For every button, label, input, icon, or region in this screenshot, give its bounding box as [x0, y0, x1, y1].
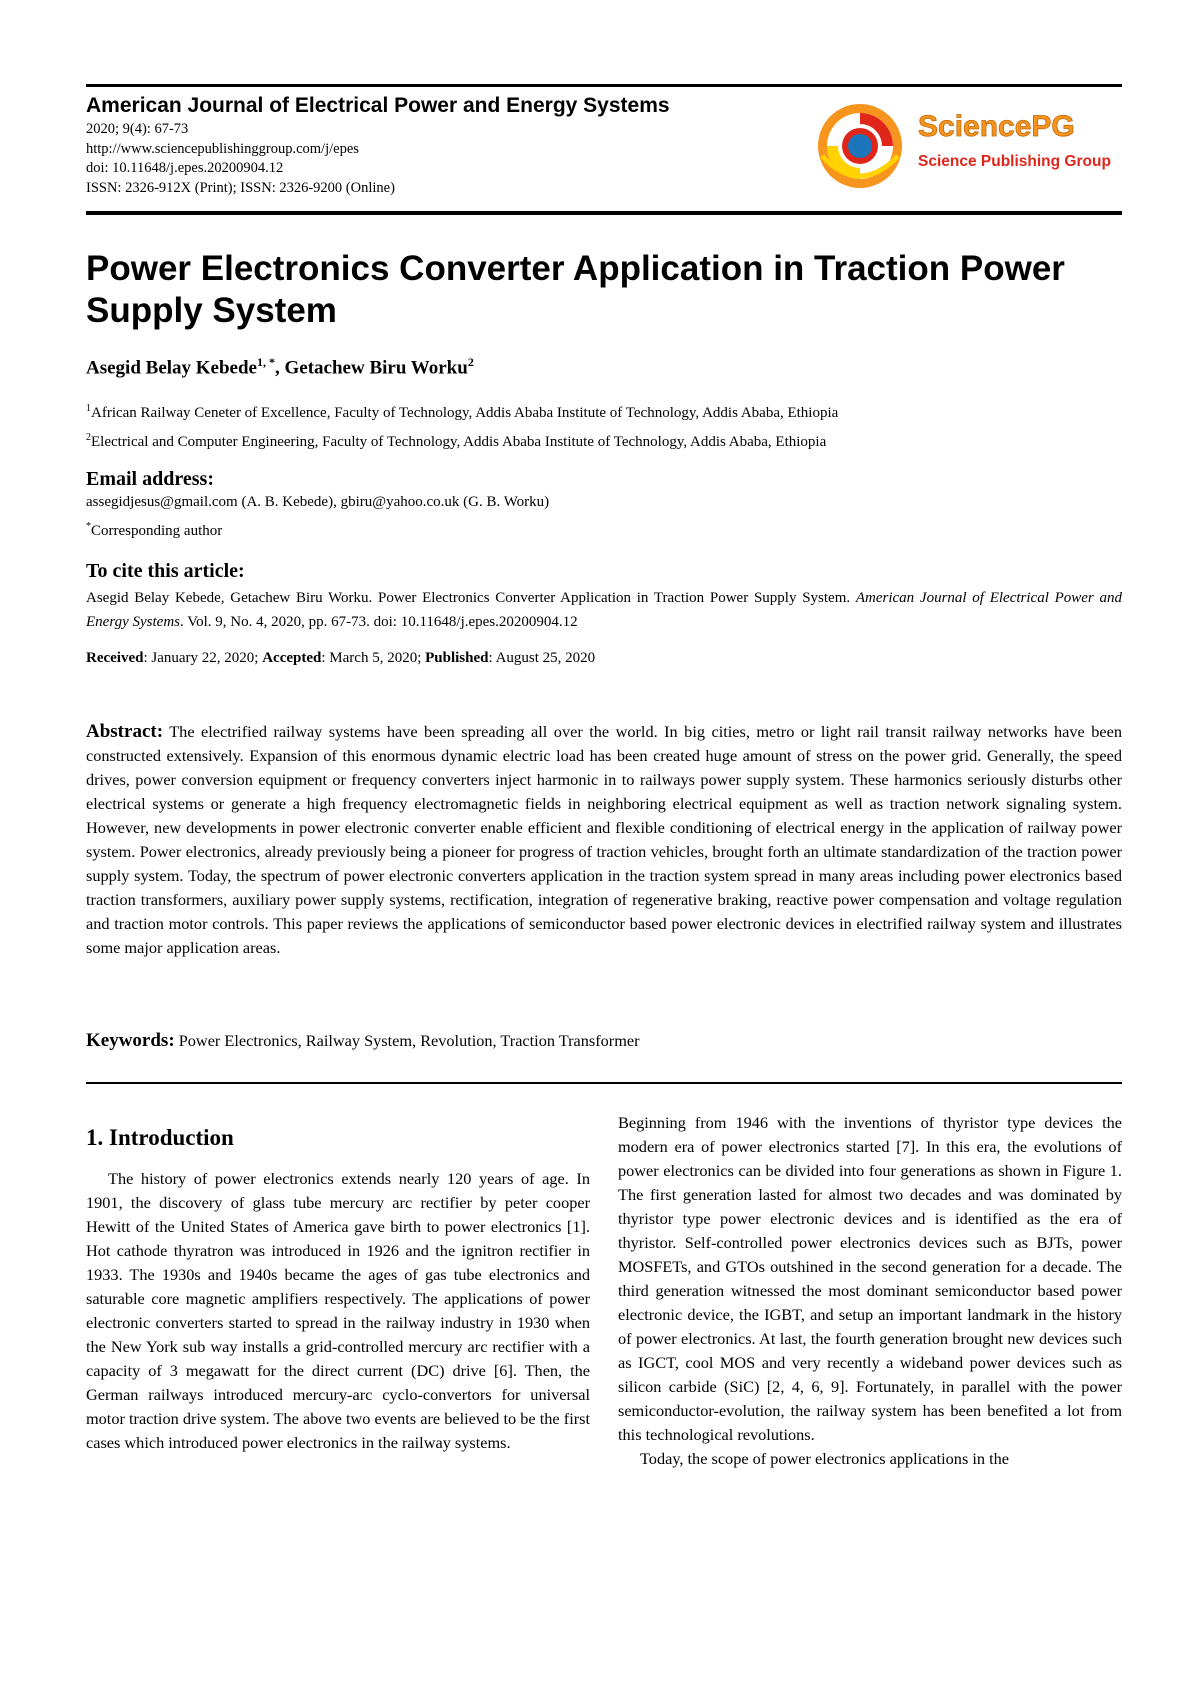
citation-text: Asegid Belay Kebede, Getachew Biru Worku. Power Electronics Converter Application in Traction Power Supply System. [86, 590, 856, 606]
body-paragraph: Today, the scope of power electronics applications in the [640, 1449, 1009, 1468]
corresponding-text: Corresponding author [91, 523, 223, 539]
author-separator: , [275, 357, 285, 379]
published-date: : August 25, 2020 [488, 650, 596, 666]
received-date: : January 22, 2020; [143, 650, 263, 666]
journal-url[interactable]: http://www.sciencepublishinggroup.com/j/epes [86, 140, 359, 157]
journal-doi: doi: 10.11648/j.epes.20200904.12 [86, 160, 284, 176]
email-heading: Email address: [86, 468, 214, 490]
header-top-rule [86, 84, 1122, 87]
body-paragraph: Beginning from 1946 with the inventions of thyristor type devices the modern era of power electronics started [7]. In this era, the evolutions of power electronics can be divided into four generations as shown in Figure 1. The first generation lasted for almost two decades and was dominated by thyristor type power electronic devices and is identified as the era of thyristor. Self-controlled power electronics devices such as BJTs, power MOSFETs, and GTOs outshined in the second generation for a decade. The third generation witnessed the most dominant semiconductor based power electronic device, the IGBT, and setup an important landmark in the history of power electronics. At last, the fourth generation brought new devices such as IGCT, cool MOS and very recently a wideband power devices such as silicon carbide (SiC) [2, 4, 6, 9]. Fortunately, in parallel with the power semiconductor-evolution, the railway system has been benefited a lot from this technological revolutions. [618, 1113, 1122, 1444]
publication-dates [86, 650, 595, 667]
right-column [618, 1111, 1122, 1471]
affiliation-number: 1 [86, 403, 91, 414]
cite-heading: To cite this article: [86, 560, 245, 582]
affiliation-1 [86, 403, 838, 422]
article-title: Power Electronics Converter Application in Traction Power Supply System [86, 249, 1065, 330]
header-bottom-rule [86, 211, 1122, 215]
published-label: Published [425, 650, 489, 666]
volume-line: 2020; 9(4): 67-73 [86, 121, 189, 137]
journal-meta [86, 120, 395, 198]
journal-issn: ISSN: 2326-912X (Print); ISSN: 2326-9200 (Online) [86, 179, 395, 196]
affiliation-text: Electrical and Computer Engineering, Faculty of Technology, Addis Ababa Institute of Technology, Addis Ababa, Ethiopia [91, 434, 827, 450]
abstract-label: Abstract: [86, 721, 164, 742]
left-column [86, 1167, 590, 1455]
citation-journal: American Journal of Electrical Power and Energy Systems [86, 590, 1122, 630]
logo-subtitle-text: Science Publishing Group [918, 153, 1111, 170]
affiliation-text: African Railway Ceneter of Excellence, Faculty of Technology, Addis Ababa Institute of Technology, Addis Ababa, Ethiopia [91, 405, 839, 421]
affiliation-number: 2 [86, 432, 91, 443]
accepted-label: Accepted [262, 650, 322, 666]
author-name: Getachew Biru Worku [284, 357, 468, 379]
logo-brand-text: SciencePG [918, 110, 1075, 143]
received-label: Received [86, 650, 144, 666]
accepted-date: : March 5, 2020; [321, 650, 426, 666]
body-paragraph: The history of power electronics extends nearly 120 years of age. In 1901, the discovery of glass tube mercury arc rectifier by peter cooper Hewitt of the United States of America gave birth to power electronics [1]. Hot cathode thyratron was introduced in 1926 and the ignitron rectifier in 1933. The 1930s and 1940s became the ages of gas tube electronics and saturable core magnetic amplifiers respectively. The applications of power electronic converters started to spread in the railway industry in 1930 when the New York sub way installs a grid-controlled mercury arc rectifier with a capacity of 3 megawatt for the direct current (DC) drive [6]. Then, the German railways introduced mercury-arc cyclo-convertors for universal motor traction drive system. The above two events are believed to be the first cases which introduced power electronics in the railway systems. [86, 1169, 590, 1452]
author-list [86, 355, 474, 379]
sciencepg-logo-icon [814, 100, 1124, 196]
keywords-label: Keywords: [86, 1030, 175, 1051]
corresponding-author [86, 521, 222, 540]
author-name: Asegid Belay Kebede [86, 357, 257, 379]
sciencepg-logo [814, 100, 1124, 196]
citation [86, 586, 1122, 634]
author-affil-mark: 1, * [257, 355, 275, 369]
section-divider [86, 1082, 1122, 1084]
keywords-text: Power Electronics, Railway System, Revolution, Traction Transformer [178, 1031, 640, 1050]
keywords [86, 1030, 640, 1052]
affiliation-2 [86, 432, 826, 451]
author-affil-mark: 2 [467, 355, 474, 369]
email-addresses[interactable]: assegidjesus@gmail.com (A. B. Kebede), gbiru@yahoo.co.uk (G. B. Worku) [86, 494, 550, 510]
citation-details: . Vol. 9, No. 4, 2020, pp. 67-73. doi: 10.11648/j.epes.20200904.12 [180, 614, 578, 630]
corresponding-mark: * [86, 521, 91, 532]
section-heading: 1. Introduction [86, 1125, 234, 1150]
journal-name: American Journal of Electrical Power and Energy Systems [86, 94, 670, 117]
abstract-text: The electrified railway systems have been spreading all over the world. In big cities, metro or light rail transit railway networks have been constructed extensively. Expansion of this enormous dynamic electric load has been created huge amount of stress on the power grid. Generally, the speed drives, power conversion equipment or frequency converters inject harmonic in to railways power supply system. These harmonics seriously disturbs other electrical systems or generate a high frequency electromagnetic fields in neighboring electrical equipment as well as traction network signaling system. However, new developments in power electronic converter enable efficient and flexible conditioning of electrical energy in the application of railway power system. Power electronics, already previously being a pioneer for progress of traction vehicles, brought forth an ultimate standardization of the traction power supply system. Today, the spectrum of power electronic converters application in the traction system spread in many areas including power electronics based traction transformers, auxiliary power supply systems, rectification, integration of regenerative braking, reactive power compensation and voltage regulation and traction motor controls. This paper reviews the applications of semiconductor based power electronic devices in electrified railway system and illustrates some major application areas. [86, 722, 1122, 957]
logo-emblem-icon [818, 104, 902, 188]
abstract [86, 720, 1122, 960]
